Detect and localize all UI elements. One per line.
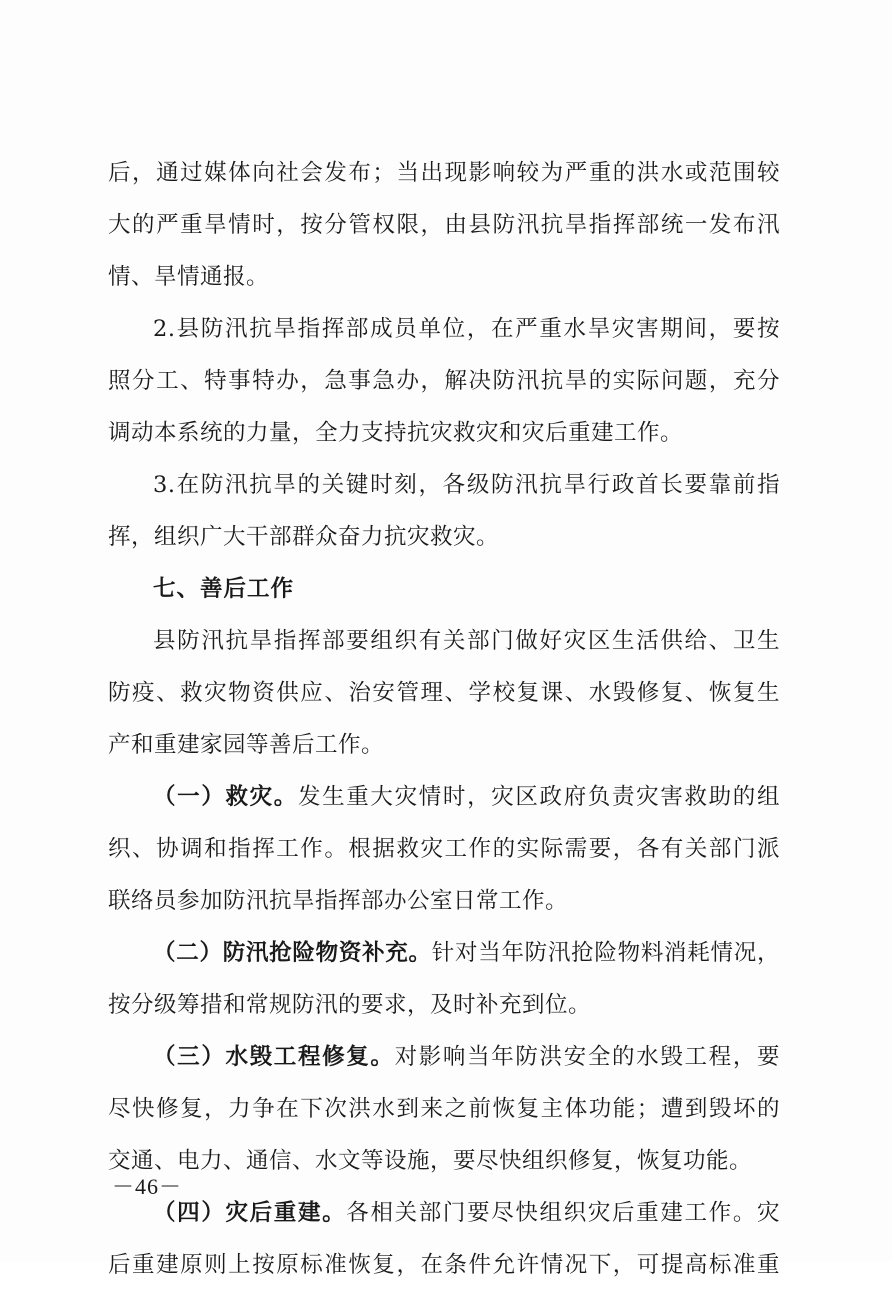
paragraph-reconstruction [108, 1190, 780, 1294]
text-run: 发生重大灾情时，灾区政府负责灾害救助的组 [297, 784, 780, 810]
paragraph-release-info [108, 150, 780, 306]
subsection-title: （一）救灾。 [153, 784, 298, 810]
text-run: 针对当年防汛抢险物料消耗情况， [431, 940, 780, 966]
paragraph-repair [108, 1034, 780, 1190]
body-text [108, 150, 780, 1294]
text-line: 县防汛抗旱指挥部要组织有关部门做好灾区生活供给、卫生 [153, 628, 780, 654]
subsection-title: （三）水毁工程修复。 [153, 1044, 395, 1070]
paragraph-item-3 [108, 462, 780, 566]
text-line: 调动本系统的力量，全力支持抗灾救灾和灾后重建工作。 [108, 420, 684, 446]
text-line: 后重建原则上按原标准恢复，在条件允许情况下，可提高标准重 [108, 1252, 780, 1278]
text-line: 联络员参加防汛抗旱指挥部办公室日常工作。 [108, 888, 569, 914]
paragraph-supplies [108, 930, 780, 1034]
text-line: 照分工、特事特办，急事急办，解决防汛抗旱的实际问题，充分 [108, 368, 780, 394]
text-line: 织、协调和指挥工作。根据救灾工作的实际需要，各有关部门派 [108, 836, 780, 862]
text-line: 按分级筹措和常规防汛的要求，及时补充到位。 [108, 992, 592, 1018]
text-line: 2.县防汛抗旱指挥部成员单位，在严重水旱灾害期间，要按 [153, 316, 780, 342]
text-line: 交通、电力、通信、水文等设施，要尽快组织修复，恢复功能。 [108, 1148, 753, 1174]
paragraph-item-2 [108, 306, 780, 462]
text-line: 情、旱情通报。 [108, 264, 270, 290]
text-line: 产和重建家园等善后工作。 [108, 732, 385, 758]
text-line: 防疫、救灾物资供应、治安管理、学校复课、水毁修复、恢复生 [108, 680, 780, 706]
paragraph-aftermath-intro [108, 618, 780, 774]
section-heading: 七、善后工作 [153, 576, 295, 602]
text-line [108, 774, 780, 826]
text-run: 各相关部门要尽快组织灾后重建工作。灾 [346, 1200, 780, 1226]
text-run: 对影响当年防洪安全的水毁工程，要 [394, 1044, 780, 1070]
paragraph-disaster-relief [108, 774, 780, 930]
text-line: 挥，组织广大干部群众奋力抗灾救灾。 [108, 524, 500, 550]
text-line: 尽快修复，力争在下次洪水到来之前恢复主体功能；遭到毁坏的 [108, 1096, 780, 1122]
text-line [108, 1034, 780, 1086]
page-number: －46－ [112, 1174, 183, 1199]
text-line: 3.在防汛抗旱的关键时刻，各级防汛抗旱行政首长要靠前指 [153, 472, 780, 498]
subsection-title: （二）防汛抢险物资补充。 [153, 940, 432, 966]
subsection-title: （四）灾后重建。 [153, 1200, 347, 1226]
text-line: 后，通过媒体向社会发布；当出现影响较为严重的洪水或范围较 [108, 160, 780, 186]
text-line: 大的严重旱情时，按分管权限，由县防汛抗旱指挥部统一发布汛 [108, 212, 780, 238]
text-line [108, 1190, 780, 1242]
text-line [108, 930, 780, 982]
